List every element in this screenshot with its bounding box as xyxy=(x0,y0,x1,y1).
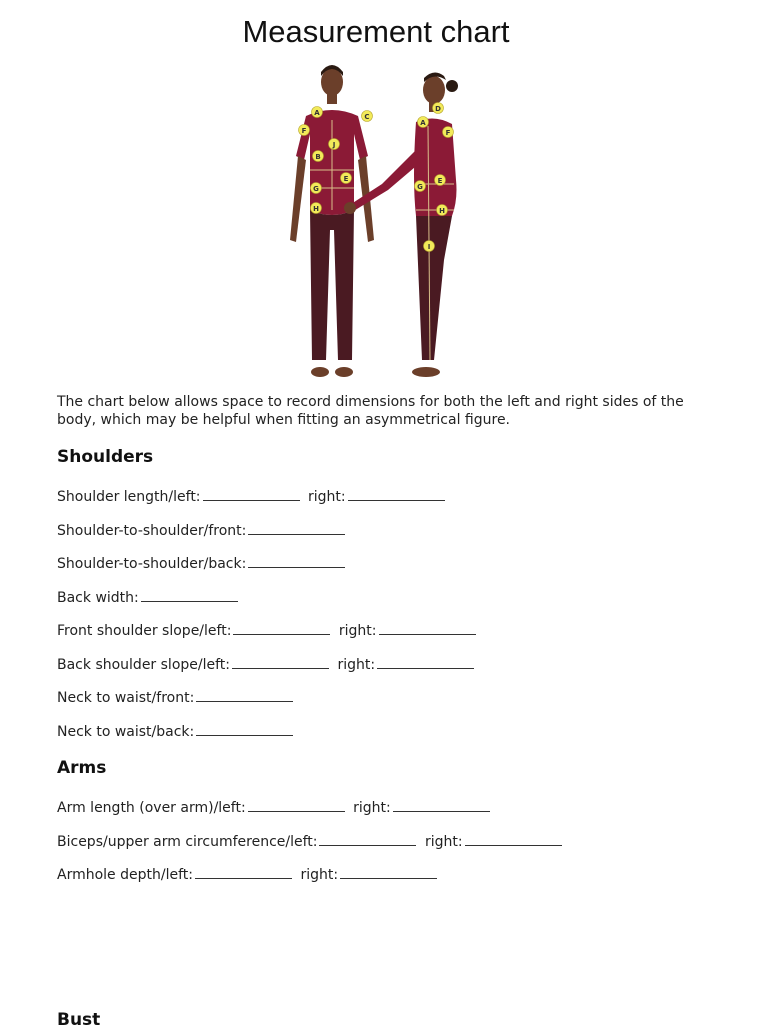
left-input-line[interactable] xyxy=(248,799,345,812)
side-marker-label-i: I xyxy=(427,243,431,251)
section-title-arms: Arms xyxy=(57,758,107,778)
left-input-line[interactable] xyxy=(232,656,329,669)
field-label: Biceps/upper arm circumference/left: xyxy=(57,834,318,850)
field-label: Neck to waist/back: xyxy=(57,724,195,740)
input-line[interactable] xyxy=(141,589,238,602)
field-label: Shoulder-to-shoulder/back: xyxy=(57,556,247,572)
side-marker-label-f: F xyxy=(445,129,451,137)
front-marker-label-c: C xyxy=(364,113,370,121)
side-marker-label-d: D xyxy=(435,105,441,113)
side-marker-label-h: H xyxy=(439,207,445,215)
field-front-shoulder-slope xyxy=(57,622,480,639)
right-label: right: xyxy=(338,623,377,639)
left-input-line[interactable] xyxy=(233,622,330,635)
side-marker-label-a: A xyxy=(420,119,426,127)
field-armhole-depth xyxy=(57,866,441,883)
field-label: Shoulder length/left: xyxy=(57,489,201,505)
field-arm-length xyxy=(57,799,494,816)
field-label: Back shoulder slope/left: xyxy=(57,657,230,673)
right-input-line[interactable] xyxy=(340,866,437,879)
field-label: Back width: xyxy=(57,590,139,606)
right-label: right: xyxy=(353,800,391,816)
front-marker-label-e: E xyxy=(343,175,349,183)
front-marker-label-h: H xyxy=(313,205,319,213)
right-input-line[interactable] xyxy=(465,833,562,846)
right-label: right: xyxy=(307,489,346,505)
section-title-shoulders: Shoulders xyxy=(57,447,154,467)
field-back-shoulder-slope xyxy=(57,656,478,673)
field-label: Armhole depth/left: xyxy=(57,867,193,883)
right-input-line[interactable] xyxy=(379,622,476,635)
side-marker-label-g: G xyxy=(417,183,423,191)
right-input-line[interactable] xyxy=(377,656,474,669)
right-label: right: xyxy=(337,657,376,673)
left-input-line[interactable] xyxy=(203,488,300,501)
field-biceps-circumference xyxy=(57,833,566,850)
intro-text: The chart below allows space to record dimensions for both the left and right sides of the body, which may be helpful when fitting an asymmetrical figure. xyxy=(57,394,684,428)
input-line[interactable] xyxy=(196,723,293,736)
left-input-line[interactable] xyxy=(319,833,416,846)
right-input-line[interactable] xyxy=(393,799,490,812)
front-marker-label-b: B xyxy=(315,153,321,161)
front-figure xyxy=(290,65,374,377)
right-label: right: xyxy=(424,834,463,850)
field-shoulder-to-shoulder-back xyxy=(57,555,349,572)
left-input-line[interactable] xyxy=(195,866,292,879)
measurement-figure-illustration xyxy=(276,60,472,390)
front-marker-label-j: J xyxy=(332,141,336,149)
front-marker-label-g: G xyxy=(313,185,319,193)
right-input-line[interactable] xyxy=(348,488,445,501)
field-label: Arm length (over arm)/left: xyxy=(57,800,246,816)
field-label: Neck to waist/front: xyxy=(57,690,195,706)
input-line[interactable] xyxy=(248,522,345,535)
input-line[interactable] xyxy=(248,555,345,568)
field-shoulder-length xyxy=(57,488,449,505)
right-label: right: xyxy=(300,867,339,883)
front-marker-label-a: A xyxy=(314,109,320,117)
side-marker-label-e: E xyxy=(437,177,443,185)
field-neck-to-waist-front xyxy=(57,689,297,706)
field-shoulder-to-shoulder-front xyxy=(57,522,349,539)
field-neck-to-waist-back xyxy=(57,723,297,740)
section-title-bust: Bust xyxy=(57,1010,101,1030)
page-title: Measurement chart xyxy=(242,14,510,49)
field-label: Shoulder-to-shoulder/front: xyxy=(57,523,247,539)
side-figure xyxy=(344,72,458,377)
input-line[interactable] xyxy=(196,689,293,702)
field-back-width xyxy=(57,589,242,606)
front-marker-label-f: F xyxy=(301,127,307,135)
field-label: Front shoulder slope/left: xyxy=(57,623,232,639)
